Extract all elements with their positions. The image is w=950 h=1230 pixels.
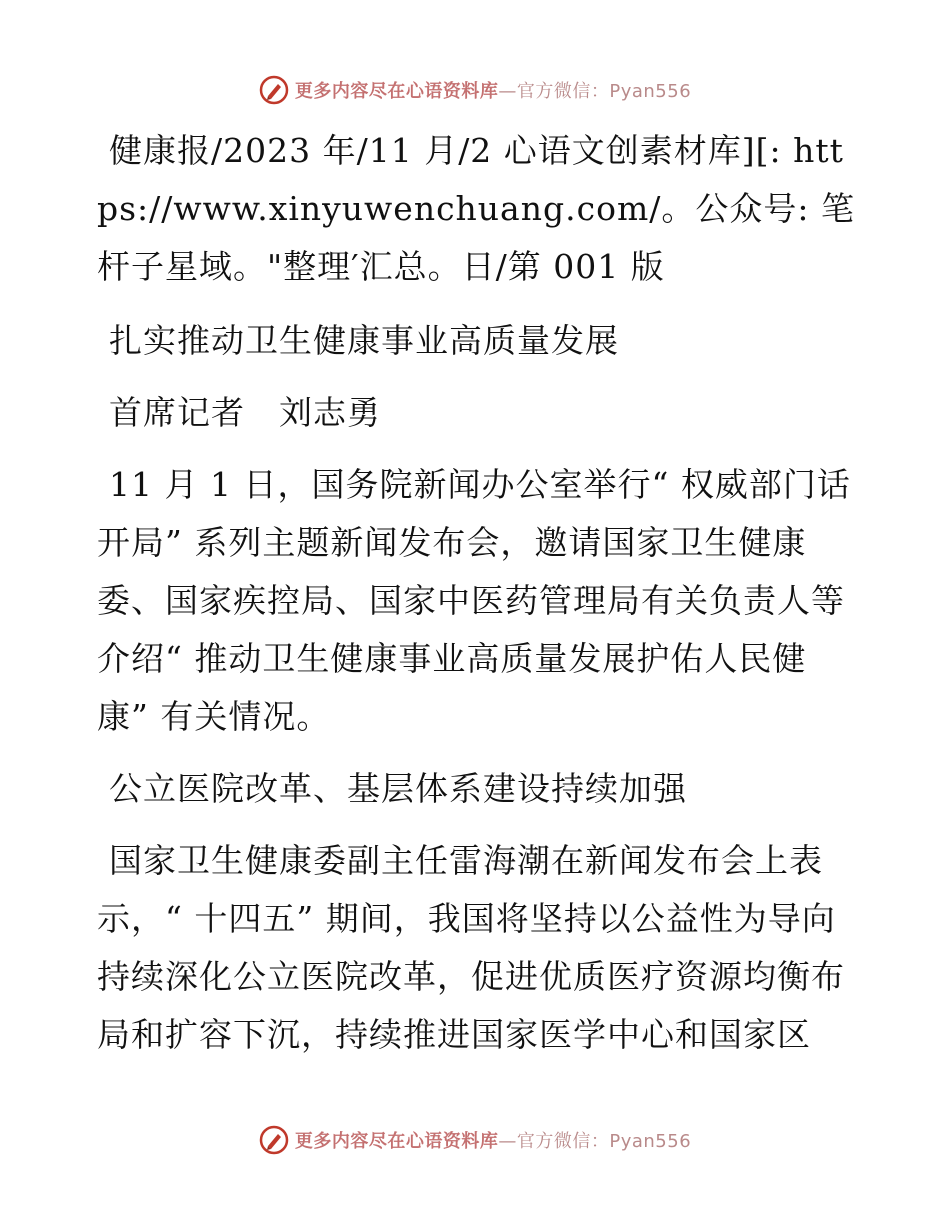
banner-wechat: 官方微信：Pyan556: [516, 81, 692, 102]
pen-logo-icon: [259, 1125, 289, 1155]
article-body: [97, 122, 857, 1078]
pen-logo-icon: [259, 75, 289, 105]
banner-text: [295, 1127, 691, 1153]
article-paragraph: 国家卫生健康委副主任雷海潮在新闻发布会上表示，“ 十四五” 期间，我国将坚持以公益性为导向持续深化公立医院改革，促进优质医疗资源均衡布局和扩容下沉，持续推进国家医学中心和国家区: [97, 841, 845, 1054]
article-title: 扎实推动卫生健康事业高质量发展: [109, 321, 619, 360]
footer-banner: [0, 1120, 950, 1160]
article-paragraph: 11 月 1 日，国务院新闻办公室举行“ 权威部门话开局” 系列主题新闻发布会，邀请国家卫生健康委、国家疾控局、国家中医药管理局有关负责人等介绍“ 推动卫生健康事业高质量发展护佑人民健康” 有关情况。: [97, 465, 851, 736]
banner-separator: —: [498, 1131, 517, 1152]
article-subheading: 公立医院改革、基层体系建设持续加强: [109, 769, 687, 808]
banner-separator: —: [498, 81, 517, 102]
banner-brand: 更多内容尽在心语资料库: [294, 81, 499, 102]
banner-text: [295, 77, 691, 103]
banner-brand: 更多内容尽在心语资料库: [294, 1131, 499, 1152]
header-banner: [0, 70, 950, 110]
article-byline: 首席记者 刘志勇: [109, 393, 381, 432]
article-source: 健康报/2023 年/11 月/2 心语文创素材库][: https://www.xinyuwenchuang.com/。公众号: 笔杆子星域。"整理′汇总。日/第 001 版: [97, 131, 855, 286]
banner-wechat: 官方微信：Pyan556: [516, 1131, 692, 1152]
